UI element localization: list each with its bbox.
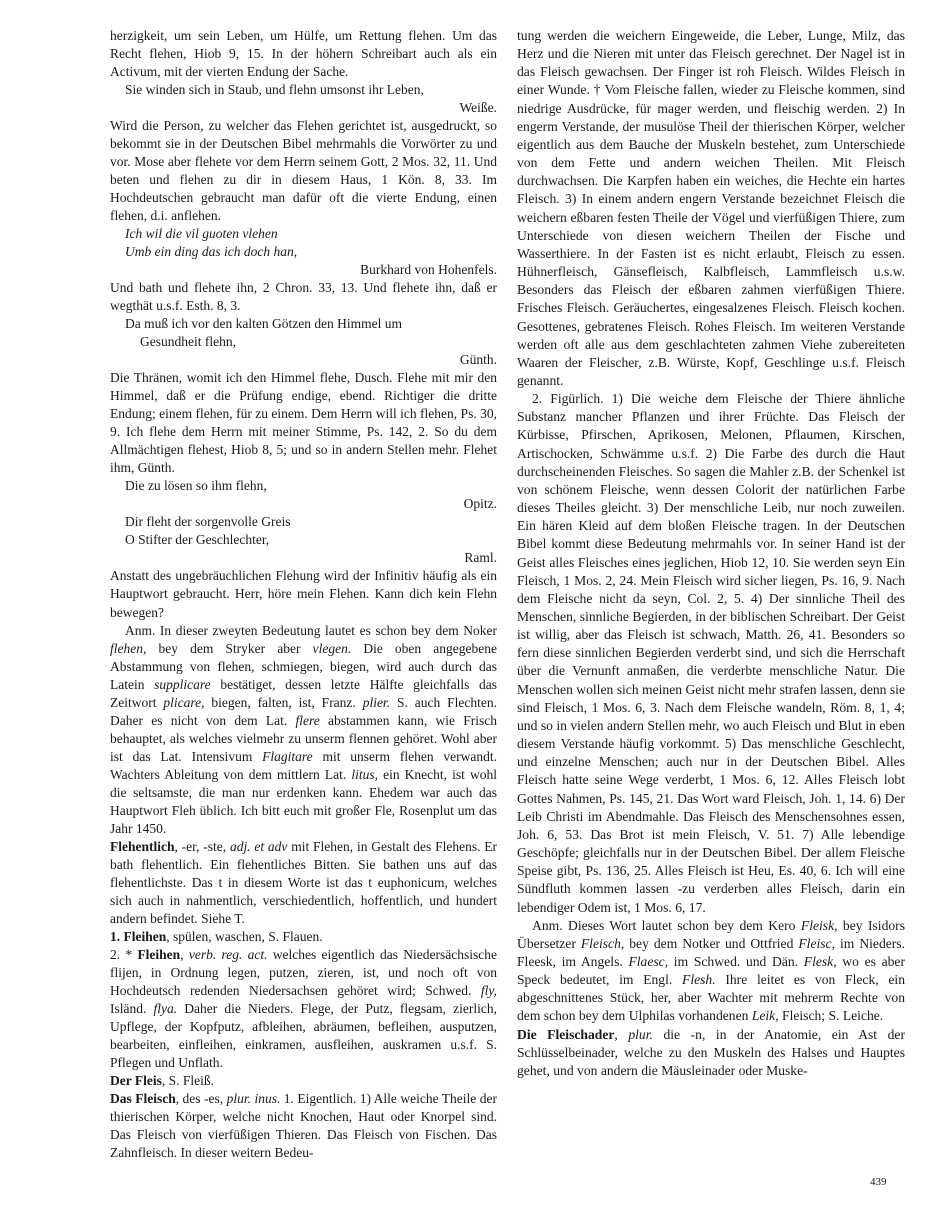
- entry-fleischader: Die Fleischader, plur. die -n, in der Anatomie, ein Ast der Schlüsselbeinader, welche zu den Muskeln des Halses und Hauptes gehet, und von andern die Mäusleinader oder Muske-: [517, 1026, 905, 1078]
- verse-line: O Stifter der Geschlechter,: [125, 532, 270, 548]
- verse-source: Burkhard von Hohenfels.: [360, 262, 497, 278]
- entry-fleis: Der Fleis, S. Fleiß.: [110, 1072, 214, 1088]
- verse-line: Sie winden sich in Staub, und flehn umsonst ihr Leben,: [125, 82, 424, 98]
- verse-source: Raml.: [464, 550, 497, 566]
- entry-headword: Die Fleischader: [517, 1026, 615, 1042]
- verse-source: Günth.: [459, 352, 497, 368]
- entry-headword: 1. Fleihen: [110, 928, 167, 944]
- verse-source: Opitz.: [463, 496, 497, 512]
- paragraph: 2. Figürlich. 1) Die weiche dem Fleische der Thiere ähnliche Substanz mancher Pflanzen und ihrer Früchte. Das Fleisch der Kürbisse, Pfirschen, Aprikosen, Melonen, Pflaumen, Kirschen, Artischocken, Schwämme u.s.f. 2) Die Farbe des durch die Haut durchscheinenden Fleisches. So sagen die Mahler z.B. der Schenkel ist von schönem Fleische, wenn dessen Colorit der natürlichen Farbe dieses Theiles gleicht. 3) Der menschliche Leib, nur noch zuweilen. Ein hären Kleid auf dem bloßen Fleische tragen. In der Deutschen Bibel kommt diese Bedeutung mehrmahls vor. In seiner Hand ist der Geist alles Fleisches eines jeglichen, Hiob 12, 10. Sie werden seyn Ein Fleisch, 1 Mos. 2, 24. Mein Fleisch wird sicher liegen, Ps. 16, 9. Nach dem Fleische nicht da seyn, Col. 2, 5. 4) Der sinnliche Theil des Menschen, sinnliche Begierden, in der biblischen Schreibart. Der Geist ist willig, aber das Fleisch ist schwach, Matth. 26, 41. Besonders so fern diese sinnlichen Begierden verderbt sind, und sich die Herrschaft über die Vernunft anmaßen, die verderbte menschliche Natur. Die Menschen wollen sich meinen Geist nicht mehr strafen lassen, denn sie sind Fleisch, 1 Mos. 6, 3. Nach dem Fleische wandeln, Röm. 8, 1, 4; und so in vielen andern Stellen mehr, wo auch Fleisch und Blut in eben diesem Verstande häufig vorkommt. 5) Das menschliche Geschlecht, und einzelne Menschen; auch nur in der Deutschen Bibel. Alles Fleisch hatte seine Wege verderbt, 1 Mos. 6, 12. Alles Fleisch lobt Gottes Nahmen, Ps. 145, 21. Das Wort ward Fleisch, Joh. 1, 14. 6) Der Leib Christi im Abendmahle. Das Fleisch des Menschensohnes essen, Joh. 6, 53. Das Brot ist mein Fleisch, V. 51. 7) Alle lebendige Geschöpfe; gleichfalls nur in der Deutschen Bibel. Der allem Fleische Speise gibt, Ps. 136, 25. Alles Fleisch ist Heu, Es. 40, 6. Ich will eine Sündfluth kommen lassen -zu verderben alles Fleisch, darin ein lebendiger Odem ist, 1 Mos. 6, 17.: [517, 391, 905, 915]
- paragraph: Die Thränen, womit ich den Himmel flehe, Dusch. Flehe mit mir den Himmel, daß er die Prüfung endige, ebend. Richtiger die dritte Endung; einem flehen, für zu einem. Dem Herrn will ich flehen, Ps. 30, 9. Ich flehe dem Herrn mit meiner Stimme, Ps. 142, 2. So du dem Allmächtigen flehest, Hiob 8, 5; und so in andern Stellen mehr. Flehet ihm, Günth.: [110, 370, 497, 476]
- paragraph: tung werden die weichern Eingeweide, die Leber, Lunge, Milz, das Herz und die Nieren mit unter das Fleisch gerechnet. Der Nagel ist in das Fleisch gewachsen. Der Finger ist roh Fleisch. Wildes Fleisch in einer Wunde. † Vom Fleische fallen, wieder zu Fleische kommen, sind niedrige Ausdrücke, für mager werden, und fleischig werden. 2) In engerm Verstande, der musulöse Theil der thierischen Körper, welcher eigentlich aus dem Bauche der Muskeln bestehet, zum Unterschiede von dem Fette und andern weichen Theilen. Mit Fleisch durchwachsen. Die Karpfen haben ein weiches, die Hechte ein hartes Fleisch. 3) In einem andern engern Verstande bezeichnet Fleisch die weichern eßbaren festen Theile der Vögel und vierfüßigen Thiere, zum Unterschiede von diesen weichern Theilen der Fische und Wasserthiere. In der Fasten ist es nicht erlaubt, Fleisch zu essen. Hühnerfleisch, Gänsefleisch, Kalbfleisch, Lammfleisch u.s.w. Besonders das Fleisch der eßbaren zahmen vierfüßigen Thiere. Frisches Fleisch. Geräuchertes, eingesalzenes Fleisch. Fleisch kochen. Gesottenes, gebratenes Fleisch. Rohes Fleisch. Im weiteren Verstande werden oft alle aus dem geschlachteten zahmen Viehe zubereiteten Waaren der Fleischer, z.B. Würste, Kopf, Geschlinge u.s.f. Fleisch genannt.: [517, 28, 905, 388]
- entry-headword: Das Fleisch: [110, 1090, 176, 1106]
- verse-line: Da muß ich vor den kalten Götzen den Himmel um: [125, 316, 403, 332]
- entry-headword: Der Fleis: [110, 1072, 162, 1088]
- paragraph: herzigkeit, um sein Leben, um Hülfe, um Rettung flehen. Um das Recht flehen, Hiob 9, 15. In der höhern Schreibart auch als ein Activum, mit der vierten Endung der Sache.: [110, 28, 497, 80]
- paragraph: Wird die Person, zu welcher das Flehen gerichtet ist, ausgedruckt, so bekommt sie in der Deutschen Bibel mehrmahls die Vorwörter zu und vor. Mose aber flehete vor dem Herrn seinem Gott, 2 Mos. 32, 11. Und beten und flehen zu dir in diesem Haus, 1 Kön. 8, 33. Im Hochdeutschen gebraucht man dafür oft die vierte Endung, einen flehen, d.i. anflehen.: [110, 118, 497, 224]
- entry-fleihen-2: 2. * Fleihen, verb. reg. act. welches eigentlich das Niedersächsische flijen, in Ordnung legen, putzen, zieren, ist, und noch oft von Hochdeutsch redenden Niedersachsen gehöret wird; Schwed. fly, Isländ. flya. Daher die Nieders. Flege, der Putz, flegsam, zierlich, Upflege, der Kopfputz, afbleihen, abräumen, befleihen, ausputzen, bearbeiten, einfleihen, einkramen, ausfleihen, auskramen u.s.f. S. Pflegen und Unflath.: [110, 946, 498, 1070]
- verse-line: Die zu lösen so ihm flehn,: [125, 478, 267, 494]
- verse-line: Gesundheit flehn,: [140, 334, 236, 350]
- entry-headword: Fleihen: [137, 946, 181, 962]
- annotation-paragraph: Anm. In dieser zweyten Bedeutung lautet es schon bey dem Noker flehen, bey dem Stryker aber vlegen. Die oben angegebene Abstammung von flehen, schmiegen, biegen, wird auch durch das Latein supplicare bestätiget, dessen letzte Hälfte gleichfalls das Zeitwort plicare, biegen, falten, ist, Franz. plier. S. auch Flechten. Daher es nicht von dem Lat. flere abstammen kann, wie Frisch behauptet, als welches vielmehr zu unserm flennen gehöret. Wohl aber ist das Lat. Intensivum Flagitare mit unserm flehen verwandt. Wachters Ableitung von dem mittlern Lat. litus, ein Knecht, ist wohl die seltsamste, die man nur erdenken kann. Ehedem war auch das Hauptwort Fleh üblich. Ich bitt euch mit großer Fle, Rosenplut um das Jahr 1450.: [110, 622, 498, 836]
- paragraph: Anstatt des ungebräuchlichen Flehung wird der Infinitiv häufig als ein Hauptwort gebraucht. Herr, höre mein Flehen. Kann dich kein Flehn bewegen?: [110, 568, 497, 620]
- verse-source: Weiße.: [459, 100, 497, 116]
- annotation-paragraph: Anm. Dieses Wort lautet schon bey dem Kero Fleisk, bey Isidors Übersetzer Fleisch, bey dem Notker und Ottfried Fleisc, im Nieders. Fleesk, im Angels. Flaesc, im Schwed. und Dän. Flesk, wo es aber Speck bedeutet, im Engl. Flesh. Ihre leitet es von Fleck, ein abgeschnittenes Stück, her, aber Wachter mit mehrerm Rechte von dem schon bey dem Ulphilas vorhandenen Leik, Fleisch; S. Leiche.: [517, 917, 905, 1024]
- entry-fleihen-1: 1. Fleihen, spülen, waschen, S. Flauen.: [110, 928, 323, 944]
- entry-flehentlich: Flehentlich, -er, -ste, adj. et adv mit Flehen, in Gestalt des Flehens. Er bath flehentlich. Ein flehentliches Bitten. Sie bathen uns auf das flehentlichste. Das t in diesem Worte ist das t euphonicum, welches sich auch in nahmentlich, verschiedentlich, hoffentlich, und hundert andern befindet. Siehe T.: [110, 838, 498, 926]
- entry-headword: Flehentlich: [110, 838, 175, 854]
- verse-line: Dir fleht der sorgenvolle Greis: [125, 514, 291, 530]
- paragraph: Und bath und flehete ihn, 2 Chron. 33, 13. Und flehete ihn, daß er wegthät u.s.f. Esth. 8, 3.: [110, 280, 497, 314]
- page-number: 439: [870, 1176, 887, 1188]
- verse-line: Ich wil die vil guoten vlehen: [125, 226, 278, 242]
- right-column: [517, 27, 905, 1080]
- left-column: [110, 27, 497, 1162]
- verse-line: Umb ein ding das ich doch han,: [125, 244, 298, 260]
- entry-fleisch: Das Fleisch, des -es, plur. inus. 1. Eigentlich. 1) Alle weiche Theile der thierischen Körper, welche nicht Knochen, Haut oder Knorpel sind. Das Fleisch von vierfüßigen Thieren. Das Fleisch von Fischen. Das Zahnfleisch. In dieser weitern Bedeu-: [110, 1090, 497, 1160]
